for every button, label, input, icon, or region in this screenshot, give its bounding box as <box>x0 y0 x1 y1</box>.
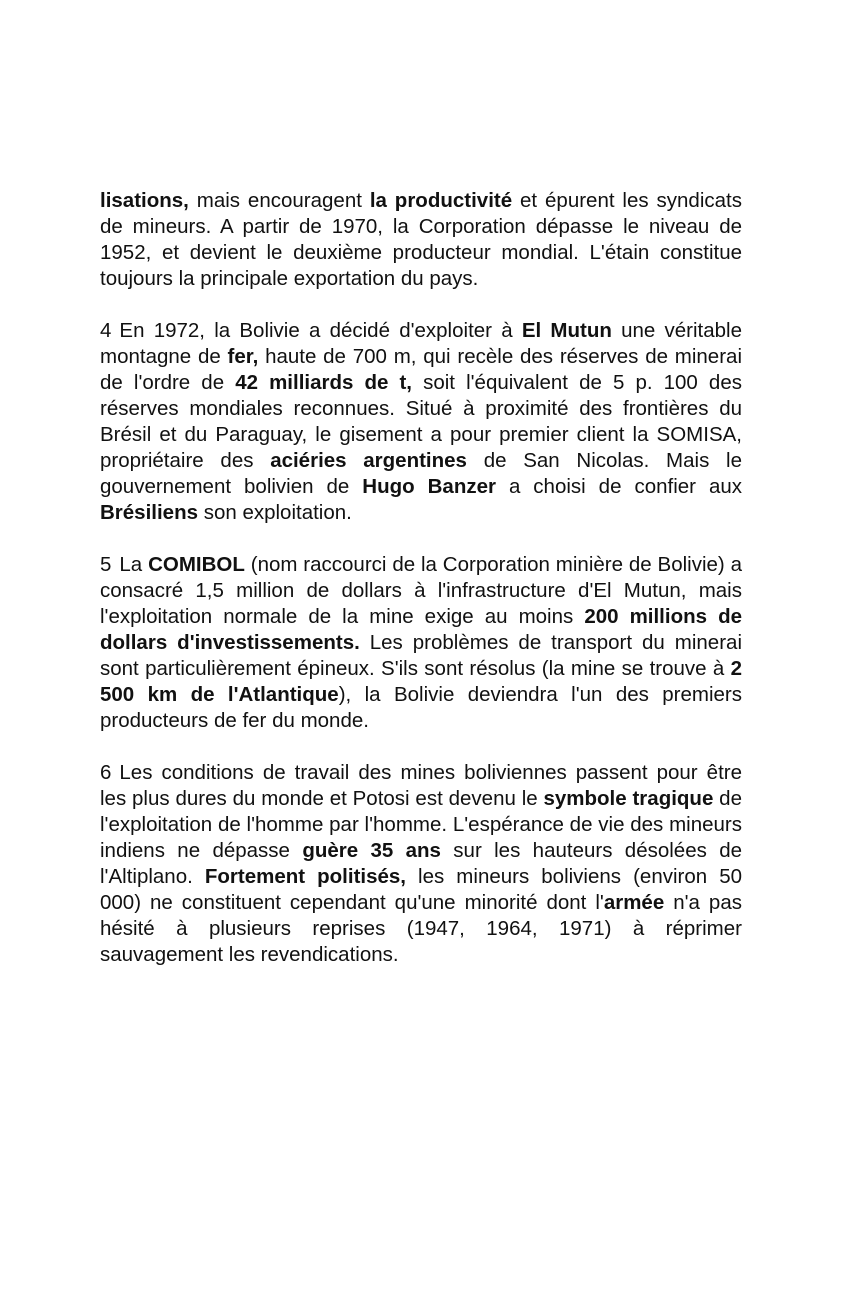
text-segment: Fortement politisés, <box>204 865 406 888</box>
text-segment: guère 35 ans <box>302 839 441 862</box>
text-segment: de San Nicolas. Mais le gouvernement bolivien de <box>100 449 743 498</box>
paragraph-5 <box>100 552 742 734</box>
text-segment: son exploitation. <box>198 501 352 524</box>
text-segment: a choisi de confier aux <box>495 475 742 498</box>
text-segment: 42 milliards de t, <box>235 371 412 394</box>
paragraph-number: 5 <box>100 553 112 576</box>
text-segment: ), la Bolivie deviendra l'un des premiers producteurs de fer du monde. <box>100 683 743 732</box>
text-segment: Les conditions de travail des mines boliviennes passent pour être les plus dures du monde et Potosi est devenu le <box>100 761 742 810</box>
text-segment: armée <box>603 891 665 914</box>
text-segment: El Mutun <box>521 319 612 342</box>
text-segment: COMIBOL <box>148 553 245 576</box>
text-segment: lisations, <box>100 189 189 212</box>
text-segment: une véritable montagne de <box>100 319 742 368</box>
text-segment: les mineurs boliviens (environ 50 000) ne constituent cependant qu'une minorité dont l' <box>100 865 743 914</box>
text-segment: Brésiliens <box>100 501 198 524</box>
document-page <box>100 188 742 994</box>
text-segment: sur les hauteurs désolées de l'Altiplano. <box>100 839 742 888</box>
text-segment: n'a pas hésité à plusieurs reprises (1947, 1964, 1971) à réprimer sauvagement les revendications. <box>100 891 742 966</box>
text-segment: et épurent les syndicats de mineurs. A partir de 1970, la Corporation dépasse le niveau de 1952, et devient le deuxième producteur mondial. L'étain constitue toujours la principale exportation du pays. <box>100 189 742 290</box>
paragraph-6 <box>100 760 742 968</box>
text-segment: mais encouragent <box>188 189 370 212</box>
text-segment: la productivité <box>369 189 513 212</box>
text-segment: En 1972, la Bolivie a décidé d'exploiter à <box>119 319 522 342</box>
text-segment: de l'exploitation de l'homme par l'homme. L'espérance de vie des mineurs indiens ne dépasse <box>100 787 742 862</box>
text-segment: 200 millions de dollars d'investissements. <box>100 605 742 654</box>
paragraph-number: 6 <box>100 761 112 784</box>
text-segment: haute de 700 m, qui recèle des réserves de minerai de l'ordre de <box>100 345 742 394</box>
text-segment: 2 500 km de l'Atlantique <box>100 657 742 706</box>
text-segment: symbole tragique <box>543 787 714 810</box>
text-segment: aciéries argentines <box>270 449 467 472</box>
text-segment: (nom raccourci de la Corporation minière de Bolivie) a consacré 1,5 million de dollars à l'infrastructure d'El Mutun, mais l'exploitation normale de la mine exige au moins <box>100 553 742 628</box>
text-segment: Les problèmes de transport du minerai sont particulièrement épineux. S'ils sont résolus (la mine se trouve à <box>100 631 742 680</box>
paragraph-4 <box>100 318 742 526</box>
text-segment: Hugo Banzer <box>362 475 496 498</box>
text-segment: La <box>119 553 149 576</box>
text-segment: soit l'équivalent de 5 p. 100 des réserves mondiales reconnues. Situé à proximité des frontières du Brésil et du Paraguay, le gisement a pour premier client la SOMISA, propriétaire des <box>100 371 742 472</box>
paragraph-continuation <box>100 188 742 292</box>
text-segment: fer, <box>227 345 259 368</box>
paragraph-number: 4 <box>100 319 112 342</box>
